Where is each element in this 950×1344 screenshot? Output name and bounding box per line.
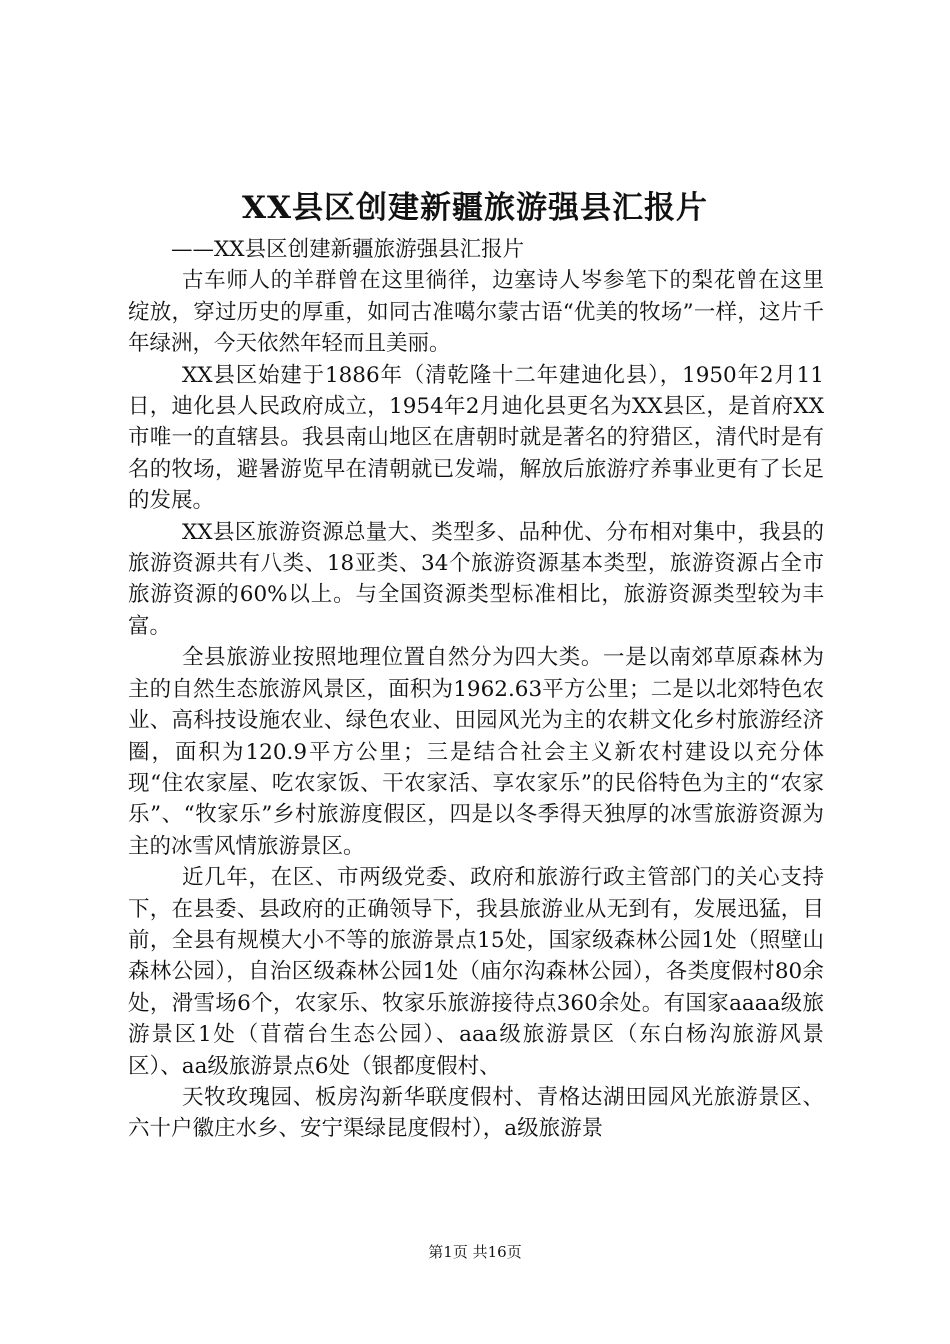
paragraph-2: XX县区始建于1886年（清乾隆十二年建迪化县），1950年2月11日，迪化县人民政府成立，1954年2月迪化县更名为XX县区，是首府XX市唯一的直辖县。我县南山地区在唐朝时就是著名的狩猎区，清代时是有名的牧场，避暑游览早在清朝就已发端，解放后旅游疗养事业更有了长足的发展。 [128,362,824,514]
document-subtitle: ——XX县区创建新疆旅游强县汇报片 [171,237,525,262]
page-number-footer: 第1页 共16页 [428,1243,522,1261]
document-title: XX县区创建新疆旅游强县汇报片 [241,190,709,226]
paragraph-3: XX县区旅游资源总量大、类型多、品种优、分布相对集中，我县的旅游资源共有八类、18亚类、34个旅游资源基本类型，旅游资源占全市旅游资源的60%以上。与全国资源类型标准相比，旅游资源类型较为丰富。 [128,519,824,639]
paragraph-5: 近几年，在区、市两级党委、政府和旅游行政主管部门的关心支持下，在县委、县政府的正确领导下，我县旅游业从无到有，发展迅猛，目前，全县有规模大小不等的旅游景点15处，国家级森林公园1处（照壁山森林公园），自治区级森林公园1处（庙尔沟森林公园），各类度假村80余处，滑雪场6个，农家乐、牧家乐旅游接待点360余处。有国家aaaa级旅游景区1处（苜蓿台生态公园）、aaa级旅游景区（东白杨沟旅游风景区）、aa级旅游景点6处（银都度假村、 [128,865,824,1079]
document-body [128,234,824,1145]
paragraph-6: 天牧玫瑰园、板房沟新华联度假村、青格达湖田园风光旅游景区、六十户徽庄水乡、安宁渠绿昆度假村），a级旅游景 [128,1084,824,1142]
paragraph-1: 古车师人的羊群曾在这里徜徉，边塞诗人岑参笔下的梨花曾在这里绽放，穿过历史的厚重，如同古准噶尔蒙古语“优美的牧场”一样，这片千年绿洲，今天依然年轻而且美丽。 [128,268,824,357]
paragraph-4: 全县旅游业按照地理位置自然分为四大类。一是以南郊草原森林为主的自然生态旅游风景区，面积为1962.63平方公里；二是以北郊特色农业、高科技设施农业、绿色农业、田园风光为主的农耕文化乡村旅游经济圈，面积为120.9平方公里；三是结合社会主义新农村建设以充分体现“住农家屋、吃农家饭、干农家活、享农家乐”的民俗特色为主的“农家乐”、“牧家乐”乡村旅游度假区，四是以冬季得天独厚的冰雪旅游资源为主的冰雪风情旅游景区。 [128,645,824,859]
